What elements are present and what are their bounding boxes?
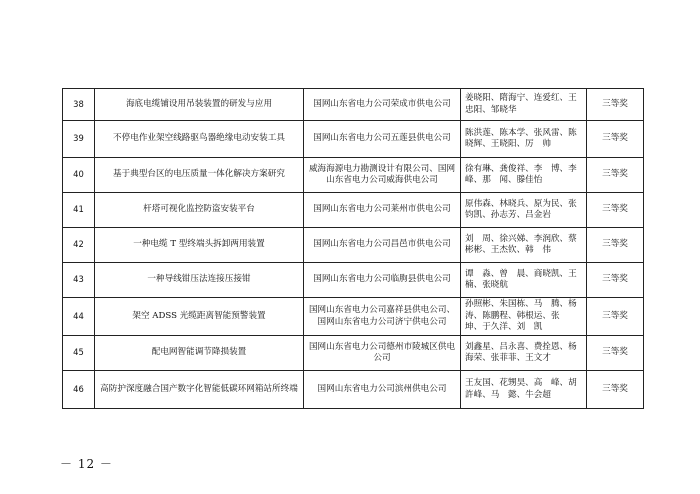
unit-name: 国网山东省电力公司德州市陵城区供电公司 [304,336,461,371]
unit-name: 国网山东省电力公司荣成市供电公司 [304,89,461,121]
table-row [63,158,644,193]
table-row [63,371,644,409]
unit-name: 国网山东省电力公司莱州市供电公司 [304,193,461,228]
award-level: 三等奖 [587,89,644,121]
persons: 原伟森、林晓兵、原为民、张钧凯、孙志芳、吕金岩 [461,193,587,228]
persons: 王友国、花甥昊、高 峰、胡許峰、马 懿、牛会超 [461,371,587,409]
row-number: 41 [63,193,95,228]
table-row [63,193,644,228]
project-name: 杆塔可视化监控防盗安装平台 [95,193,304,228]
unit-name: 国网山东省电力公司滨州供电公司 [304,371,461,409]
row-number: 43 [63,263,95,298]
award-level: 三等奖 [587,193,644,228]
table-row [63,89,644,121]
unit-name: 国网山东省电力公司临朐县供电公司 [304,263,461,298]
project-name: 配电网智能调节降损装置 [95,336,304,371]
row-number: 39 [63,121,95,158]
project-name: 一种导线钳压法连接压接钳 [95,263,304,298]
table-row [63,336,644,371]
row-number: 46 [63,371,95,409]
award-level: 三等奖 [587,371,644,409]
project-name: 海底电缆铺设用吊装装置的研发与应用 [95,89,304,121]
award-level: 三等奖 [587,263,644,298]
awards-table [62,88,644,409]
table-row [63,121,644,158]
row-number: 38 [63,89,95,121]
unit-name: 国网山东省电力公司嘉祥县供电公司、国网山东省电力公司济宁供电公司 [304,298,461,336]
table-row [63,228,644,263]
row-number: 44 [63,298,95,336]
persons: 刘 周、徐兴娣、李润欣、蔡彬彬、王杰钦、韩 伟 [461,228,587,263]
persons: 姜晓阳、隋海宁、连爱红、王忠阳、邹晓华 [461,89,587,121]
table-row [63,263,644,298]
project-name: 一种电缆 T 型终端头拆卸两用装置 [95,228,304,263]
page-number: － 12 － [60,457,113,471]
unit-name: 国网山东省电力公司昌邑市供电公司 [304,228,461,263]
award-level: 三等奖 [587,298,644,336]
project-name: 架空 ADSS 光缆距离智能预警装置 [95,298,304,336]
project-name: 不停电作业架空线路驱鸟器绝缘电动安装工具 [95,121,304,158]
unit-name: 威海海源电力勘测设计有限公司、国网山东省电力公司威海供电公司 [304,158,461,193]
persons: 刘鑫星、吕永喜、费拴恩、杨海荣、张菲菲、王文才 [461,336,587,371]
award-level: 三等奖 [587,121,644,158]
persons: 孙照彬、朱国栋、马 腾、杨 涛、陈鹏程、韩根运、张 坤、于久洋、刘 凯 [461,298,587,336]
project-name: 高防护深度融合国产数字化智能低碳环网箱站所终端 [95,371,304,409]
project-name: 基于典型台区的电压质量一体化解决方案研究 [95,158,304,193]
row-number: 42 [63,228,95,263]
persons: 谭 淼、曾 晨、商晓凯、王 楠、张晓航 [461,263,587,298]
award-level: 三等奖 [587,336,644,371]
unit-name: 国网山东省电力公司五莲县供电公司 [304,121,461,158]
award-level: 三等奖 [587,228,644,263]
table-row [63,298,644,336]
row-number: 40 [63,158,95,193]
row-number: 45 [63,336,95,371]
award-level: 三等奖 [587,158,644,193]
persons: 徐有琳、龚俊祥、李 博、李 峰、那 闻、滕佳怡 [461,158,587,193]
persons: 陈洪莲、陈本学、张风雷、陈晓辉、王晓阳、厉 帅 [461,121,587,158]
